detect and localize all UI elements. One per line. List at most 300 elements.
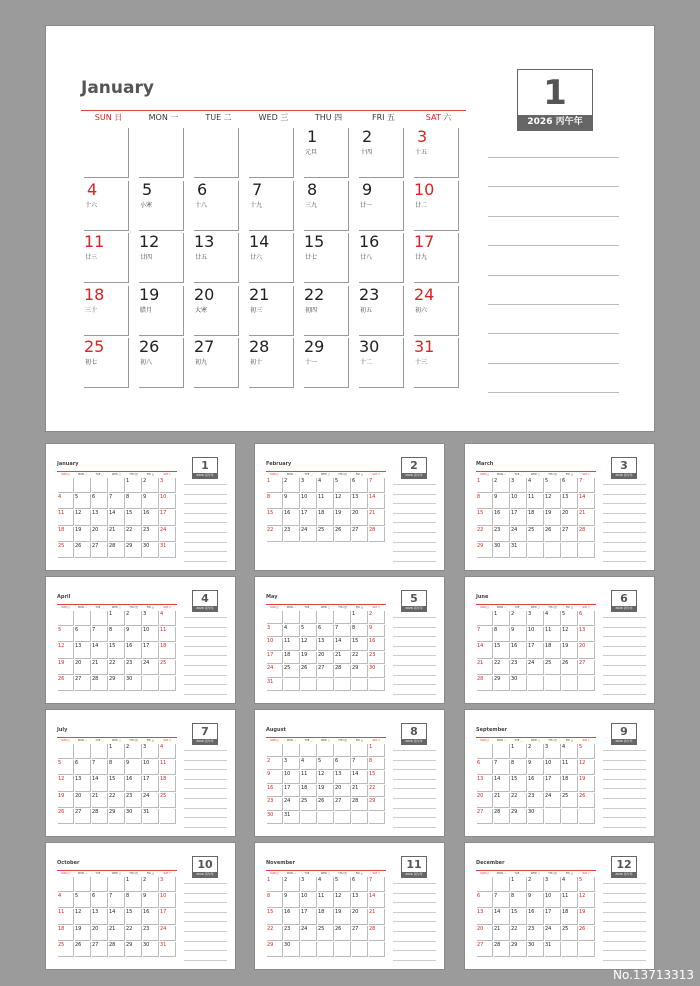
day-cell[interactable] [301,758,317,771]
day-cell[interactable] [477,676,493,691]
day-cell[interactable] [318,625,334,638]
day-cell[interactable] [126,893,142,908]
day-cell[interactable] [579,909,595,924]
day-cell[interactable] [301,611,317,624]
day-cell[interactable] [92,643,108,658]
day-cell[interactable] [359,181,404,231]
day-cell[interactable] [579,676,595,691]
day-cell[interactable] [494,926,510,941]
day-cell[interactable] [494,676,510,691]
day-cell[interactable] [92,793,108,808]
day-cell[interactable] [284,909,300,924]
day-cell[interactable] [160,909,176,924]
day-cell[interactable] [109,676,125,691]
day-cell[interactable] [528,510,544,525]
day-cell[interactable] [579,510,595,525]
day-cell[interactable] [511,942,527,957]
day-cell[interactable] [249,286,294,336]
day-cell[interactable] [143,478,159,493]
day-cell[interactable] [109,643,125,658]
day-cell[interactable] [304,338,349,388]
day-cell[interactable] [267,744,283,757]
day-cell[interactable] [414,286,459,336]
day-cell[interactable] [352,527,368,542]
day-cell[interactable] [511,494,527,509]
day-cell[interactable] [545,793,561,808]
day-cell[interactable] [301,798,317,811]
day-cell[interactable] [562,909,578,924]
day-cell[interactable] [267,909,283,924]
day-cell[interactable] [528,478,544,493]
day-cell[interactable] [511,744,527,759]
day-cell[interactable] [92,676,108,691]
day-cell[interactable] [579,494,595,509]
day-cell[interactable] [318,893,334,908]
day-cell[interactable] [109,494,125,509]
day-cell[interactable] [267,625,283,638]
day-cell[interactable] [494,942,510,957]
day-cell[interactable] [511,510,527,525]
day-cell[interactable] [267,785,283,798]
day-cell[interactable] [335,926,351,941]
day-cell[interactable] [160,809,176,824]
day-cell[interactable] [267,527,283,542]
day-cell[interactable] [477,809,493,824]
day-cell[interactable] [267,611,283,624]
day-cell[interactable] [84,128,129,178]
day-cell[interactable] [318,510,334,525]
day-cell[interactable] [267,510,283,525]
day-cell[interactable] [304,128,349,178]
day-cell[interactable] [92,776,108,791]
day-cell[interactable] [126,676,142,691]
day-cell[interactable] [494,527,510,542]
day-cell[interactable] [143,793,159,808]
day-cell[interactable] [477,893,493,908]
day-cell[interactable] [267,926,283,941]
day-cell[interactable] [109,776,125,791]
day-cell[interactable] [58,942,74,957]
day-cell[interactable] [143,877,159,892]
day-cell[interactable] [477,942,493,957]
day-cell[interactable] [267,812,283,825]
day-cell[interactable] [284,798,300,811]
day-cell[interactable] [301,909,317,924]
day-cell[interactable] [414,128,459,178]
day-cell[interactable] [545,478,561,493]
day-cell[interactable] [579,809,595,824]
day-cell[interactable] [284,679,300,692]
day-cell[interactable] [126,744,142,759]
day-cell[interactable] [335,478,351,493]
day-cell[interactable] [562,660,578,675]
day-cell[interactable] [369,909,385,924]
day-cell[interactable] [545,527,561,542]
day-cell[interactable] [284,942,300,957]
day-cell[interactable] [562,494,578,509]
day-cell[interactable] [579,760,595,775]
day-cell[interactable] [318,909,334,924]
day-cell[interactable] [301,665,317,678]
day-cell[interactable] [494,744,510,759]
day-cell[interactable] [143,776,159,791]
day-cell[interactable] [92,877,108,892]
day-cell[interactable] [92,611,108,626]
day-cell[interactable] [335,812,351,825]
day-cell[interactable] [160,643,176,658]
day-cell[interactable] [511,809,527,824]
day-cell[interactable] [284,652,300,665]
day-cell[interactable] [477,611,493,626]
day-cell[interactable] [109,926,125,941]
day-cell[interactable] [369,679,385,692]
day-cell[interactable] [352,625,368,638]
day-cell[interactable] [511,527,527,542]
day-cell[interactable] [318,812,334,825]
day-cell[interactable] [92,744,108,759]
day-cell[interactable] [562,510,578,525]
day-cell[interactable] [126,643,142,658]
day-cell[interactable] [528,643,544,658]
day-cell[interactable] [75,809,91,824]
day-cell[interactable] [511,627,527,642]
day-cell[interactable] [109,760,125,775]
day-cell[interactable] [126,527,142,542]
day-cell[interactable] [528,877,544,892]
day-cell[interactable] [335,652,351,665]
day-cell[interactable] [126,909,142,924]
day-cell[interactable] [109,942,125,957]
day-cell[interactable] [545,660,561,675]
day-cell[interactable] [58,926,74,941]
day-cell[interactable] [579,926,595,941]
day-cell[interactable] [58,510,74,525]
day-cell[interactable] [58,893,74,908]
day-cell[interactable] [335,510,351,525]
day-cell[interactable] [284,625,300,638]
day-cell[interactable] [579,627,595,642]
day-cell[interactable] [58,760,74,775]
day-cell[interactable] [75,543,91,558]
day-cell[interactable] [511,676,527,691]
day-cell[interactable] [126,877,142,892]
day-cell[interactable] [528,909,544,924]
day-cell[interactable] [143,744,159,759]
day-cell[interactable] [249,338,294,388]
day-cell[interactable] [75,877,91,892]
day-cell[interactable] [160,760,176,775]
day-cell[interactable] [494,543,510,558]
day-cell[interactable] [75,611,91,626]
day-cell[interactable] [494,776,510,791]
day-cell[interactable] [528,543,544,558]
day-cell[interactable] [369,758,385,771]
day-cell[interactable] [545,744,561,759]
day-cell[interactable] [494,510,510,525]
day-cell[interactable] [143,611,159,626]
day-cell[interactable] [477,776,493,791]
day-cell[interactable] [301,478,317,493]
day-cell[interactable] [301,812,317,825]
day-cell[interactable] [249,181,294,231]
day-cell[interactable] [126,627,142,642]
day-cell[interactable] [562,543,578,558]
day-cell[interactable] [304,286,349,336]
day-cell[interactable] [92,760,108,775]
day-cell[interactable] [301,785,317,798]
day-cell[interactable] [109,510,125,525]
day-cell[interactable] [335,625,351,638]
day-cell[interactable] [92,926,108,941]
day-cell[interactable] [84,233,129,283]
day-cell[interactable] [335,679,351,692]
day-cell[interactable] [511,611,527,626]
day-cell[interactable] [143,543,159,558]
day-cell[interactable] [126,494,142,509]
day-cell[interactable] [477,793,493,808]
day-cell[interactable] [301,744,317,757]
day-cell[interactable] [528,744,544,759]
day-cell[interactable] [143,809,159,824]
day-cell[interactable] [92,494,108,509]
day-cell[interactable] [109,793,125,808]
day-cell[interactable] [75,909,91,924]
day-cell[interactable] [369,812,385,825]
day-cell[interactable] [579,893,595,908]
day-cell[interactable] [545,611,561,626]
day-cell[interactable] [562,744,578,759]
day-cell[interactable] [562,627,578,642]
day-cell[interactable] [335,527,351,542]
day-cell[interactable] [160,877,176,892]
day-cell[interactable] [335,942,351,957]
day-cell[interactable] [511,760,527,775]
day-cell[interactable] [318,665,334,678]
day-cell[interactable] [414,338,459,388]
day-cell[interactable] [369,625,385,638]
day-cell[interactable] [267,494,283,509]
day-cell[interactable] [494,494,510,509]
day-cell[interactable] [477,510,493,525]
day-cell[interactable] [545,543,561,558]
day-cell[interactable] [477,543,493,558]
day-cell[interactable] [267,798,283,811]
day-cell[interactable] [284,494,300,509]
day-cell[interactable] [494,809,510,824]
day-cell[interactable] [92,527,108,542]
day-cell[interactable] [318,679,334,692]
day-cell[interactable] [75,510,91,525]
day-cell[interactable] [249,233,294,283]
day-cell[interactable] [143,893,159,908]
day-cell[interactable] [562,527,578,542]
day-cell[interactable] [109,660,125,675]
day-cell[interactable] [160,926,176,941]
day-cell[interactable] [545,627,561,642]
day-cell[interactable] [335,798,351,811]
day-cell[interactable] [143,494,159,509]
day-cell[interactable] [359,338,404,388]
day-cell[interactable] [494,478,510,493]
day-cell[interactable] [284,812,300,825]
day-cell[interactable] [160,478,176,493]
day-cell[interactable] [318,611,334,624]
day-cell[interactable] [318,758,334,771]
day-cell[interactable] [267,771,283,784]
day-cell[interactable] [369,478,385,493]
day-cell[interactable] [160,676,176,691]
day-cell[interactable] [139,181,184,231]
day-cell[interactable] [160,793,176,808]
day-cell[interactable] [477,760,493,775]
day-cell[interactable] [545,494,561,509]
day-cell[interactable] [528,942,544,957]
day-cell[interactable] [58,776,74,791]
day-cell[interactable] [545,809,561,824]
day-cell[interactable] [511,893,527,908]
day-cell[interactable] [352,942,368,957]
day-cell[interactable] [92,627,108,642]
day-cell[interactable] [335,785,351,798]
day-cell[interactable] [301,679,317,692]
day-cell[interactable] [352,893,368,908]
day-cell[interactable] [477,744,493,759]
day-cell[interactable] [301,771,317,784]
day-cell[interactable] [160,776,176,791]
day-cell[interactable] [545,760,561,775]
day-cell[interactable] [528,893,544,908]
day-cell[interactable] [284,744,300,757]
day-cell[interactable] [562,942,578,957]
day-cell[interactable] [528,776,544,791]
day-cell[interactable] [75,494,91,509]
day-cell[interactable] [359,128,404,178]
day-cell[interactable] [267,478,283,493]
day-cell[interactable] [75,793,91,808]
day-cell[interactable] [160,627,176,642]
day-cell[interactable] [160,942,176,957]
day-cell[interactable] [194,233,239,283]
day-cell[interactable] [528,527,544,542]
day-cell[interactable] [318,478,334,493]
day-cell[interactable] [494,909,510,924]
day-cell[interactable] [318,785,334,798]
day-cell[interactable] [528,660,544,675]
day-cell[interactable] [579,478,595,493]
day-cell[interactable] [284,758,300,771]
day-cell[interactable] [284,785,300,798]
day-cell[interactable] [143,643,159,658]
day-cell[interactable] [126,926,142,941]
day-cell[interactable] [143,676,159,691]
day-cell[interactable] [335,744,351,757]
day-cell[interactable] [494,760,510,775]
day-cell[interactable] [58,676,74,691]
day-cell[interactable] [528,793,544,808]
day-cell[interactable] [58,660,74,675]
day-cell[interactable] [301,510,317,525]
day-cell[interactable] [143,627,159,642]
day-cell[interactable] [511,909,527,924]
day-cell[interactable] [109,627,125,642]
day-cell[interactable] [284,527,300,542]
day-cell[interactable] [318,926,334,941]
day-cell[interactable] [528,676,544,691]
day-cell[interactable] [160,494,176,509]
day-cell[interactable] [143,760,159,775]
day-cell[interactable] [352,744,368,757]
day-cell[interactable] [143,510,159,525]
day-cell[interactable] [579,660,595,675]
day-cell[interactable] [284,926,300,941]
day-cell[interactable] [84,338,129,388]
day-cell[interactable] [562,877,578,892]
day-cell[interactable] [352,798,368,811]
day-cell[interactable] [139,338,184,388]
day-cell[interactable] [284,611,300,624]
day-cell[interactable] [511,877,527,892]
day-cell[interactable] [318,771,334,784]
day-cell[interactable] [562,793,578,808]
day-cell[interactable] [545,926,561,941]
day-cell[interactable] [579,543,595,558]
day-cell[interactable] [562,809,578,824]
day-cell[interactable] [92,478,108,493]
day-cell[interactable] [352,758,368,771]
day-cell[interactable] [562,478,578,493]
day-cell[interactable] [318,494,334,509]
day-cell[interactable] [369,785,385,798]
day-cell[interactable] [126,793,142,808]
day-cell[interactable] [143,942,159,957]
day-cell[interactable] [352,665,368,678]
day-cell[interactable] [352,812,368,825]
day-cell[interactable] [352,510,368,525]
day-cell[interactable] [579,942,595,957]
day-cell[interactable] [545,776,561,791]
day-cell[interactable] [109,543,125,558]
day-cell[interactable] [562,926,578,941]
day-cell[interactable] [369,510,385,525]
day-cell[interactable] [511,793,527,808]
day-cell[interactable] [194,128,239,178]
day-cell[interactable] [58,527,74,542]
day-cell[interactable] [284,771,300,784]
day-cell[interactable] [335,665,351,678]
day-cell[interactable] [352,926,368,941]
day-cell[interactable] [75,676,91,691]
day-cell[interactable] [545,942,561,957]
day-cell[interactable] [562,760,578,775]
day-cell[interactable] [414,181,459,231]
day-cell[interactable] [494,877,510,892]
day-cell[interactable] [335,611,351,624]
day-cell[interactable] [304,233,349,283]
day-cell[interactable] [109,744,125,759]
day-cell[interactable] [284,665,300,678]
day-cell[interactable] [109,527,125,542]
day-cell[interactable] [139,128,184,178]
day-cell[interactable] [511,660,527,675]
day-cell[interactable] [369,494,385,509]
day-cell[interactable] [301,527,317,542]
day-cell[interactable] [369,771,385,784]
day-cell[interactable] [562,643,578,658]
day-cell[interactable] [75,926,91,941]
day-cell[interactable] [301,494,317,509]
day-cell[interactable] [75,776,91,791]
day-cell[interactable] [126,478,142,493]
